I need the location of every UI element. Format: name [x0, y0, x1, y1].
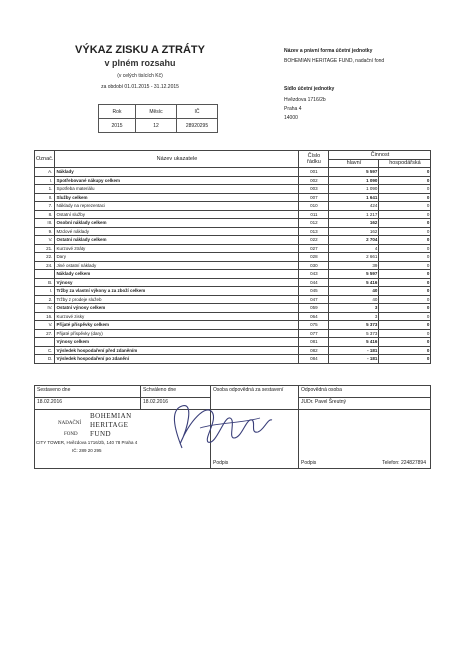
row-label: Ostatní služby: [55, 210, 299, 219]
table-row: [35, 168, 431, 177]
row-main-value: 39: [329, 261, 379, 270]
row-number: 084: [299, 355, 329, 364]
row-hosp-value: 0: [379, 312, 431, 321]
entity-street: Hvězdova 1716/2b: [284, 97, 326, 103]
row-mark: 1.: [35, 185, 55, 194]
table-row: [35, 329, 431, 338]
entity-name-value: BOHEMIAN HERITAGE FUND, nadační fond: [284, 58, 385, 64]
row-main-value: 5 416: [329, 278, 379, 287]
row-mark: B.: [35, 278, 55, 287]
table-row: [35, 253, 431, 262]
table-row: [35, 321, 431, 330]
responsible-name: JUDr. Pavel Šreutný: [299, 398, 431, 410]
stamp-line3: FUND: [90, 430, 112, 438]
row-label: Náklady: [55, 168, 299, 177]
row-number: 075: [299, 321, 329, 330]
row-mark: 21.: [35, 244, 55, 253]
handwritten-signature: [160, 398, 280, 458]
row-label: Náklady na reprezentaci: [55, 202, 299, 211]
report-title: VÝKAZ ZISKU A ZTRÁTY: [75, 44, 205, 56]
row-number: 003: [299, 185, 329, 194]
row-mark: V.: [35, 321, 55, 330]
row-hosp-value: 0: [379, 210, 431, 219]
row-mark: 16.: [35, 312, 55, 321]
row-hosp-value: 0: [379, 329, 431, 338]
row-main-value: 1 641: [329, 193, 379, 202]
row-label: Jiné ostatní náklady: [55, 261, 299, 270]
row-hosp-value: 0: [379, 244, 431, 253]
row-main-value: 40: [329, 287, 379, 296]
row-main-value: 2 704: [329, 236, 379, 245]
table-row: [35, 287, 431, 296]
row-label: Výnosy: [55, 278, 299, 287]
row-number: 081: [299, 338, 329, 347]
stamp-line2: HERITAGE: [90, 421, 129, 429]
col-nazev: Název ukazatele: [55, 151, 299, 168]
row-mark: V.: [35, 236, 55, 245]
income-statement-table: [34, 150, 431, 364]
row-hosp-value: 0: [379, 185, 431, 194]
row-label: Kurzové ztráty: [55, 244, 299, 253]
row-mark: I.: [35, 176, 55, 185]
phone: Telefon: 224827894: [382, 460, 426, 466]
row-label: Tržby z prodeje služeb: [55, 295, 299, 304]
row-number: 064: [299, 312, 329, 321]
approved-date: 18.02.2016: [141, 398, 211, 410]
row-number: 027: [299, 244, 329, 253]
row-label: Výsledek hospodaření po zdanění: [55, 355, 299, 364]
row-main-value: 1 090: [329, 176, 379, 185]
table-row: [35, 338, 431, 347]
row-main-value: - 181: [329, 355, 379, 364]
units-note: (v celých tisících Kč): [117, 73, 163, 79]
row-mark: I.: [35, 287, 55, 296]
table-row: [35, 346, 431, 355]
table-row: [35, 193, 431, 202]
row-main-value: 424: [329, 202, 379, 211]
compiled-label: Sestaveno dne: [35, 386, 141, 398]
row-hosp-value: 0: [379, 193, 431, 202]
row-main-value: 2 661: [329, 253, 379, 262]
row-main-value: 5 373: [329, 329, 379, 338]
entity-seat-label: Sídlo účetní jednotky: [284, 86, 335, 92]
row-hosp-value: 0: [379, 176, 431, 185]
row-main-value: 40: [329, 295, 379, 304]
row-hosp-value: 0: [379, 287, 431, 296]
row-label: Ostatní výnosy celkem: [55, 304, 299, 313]
row-label: Spotřebované nákupy celkem: [55, 176, 299, 185]
stamp-nadacni: NADAČNÍ: [58, 421, 82, 426]
row-number: 013: [299, 227, 329, 236]
row-label: Náklady celkem: [55, 270, 299, 279]
row-main-value: 162: [329, 227, 379, 236]
row-hosp-value: 0: [379, 278, 431, 287]
row-main-value: 4: [329, 244, 379, 253]
table-row: [35, 295, 431, 304]
row-mark: 7.: [35, 202, 55, 211]
stamp-line1: BOHEMIAN: [90, 412, 132, 420]
row-hosp-value: 0: [379, 321, 431, 330]
table-row: [35, 210, 431, 219]
row-hosp-value: 0: [379, 219, 431, 228]
row-mark: D.: [35, 355, 55, 364]
row-main-value: 5 597: [329, 270, 379, 279]
table-row: [35, 278, 431, 287]
row-main-value: 5 416: [329, 338, 379, 347]
col-cinnost: Činnost: [329, 151, 431, 160]
row-mark: 27.: [35, 329, 55, 338]
table-row: [35, 227, 431, 236]
row-mark: IV.: [35, 304, 55, 313]
stamp-address: CITY TOWER, Hvězdova 1716/2b, 140 78 Praha 4: [36, 440, 138, 445]
row-label: Ostatní náklady celkem: [55, 236, 299, 245]
col-cislo: Číslo řádku: [299, 151, 329, 168]
entity-name-label: Název a právní forma účetní jednotky: [284, 48, 373, 54]
row-number: 001: [299, 168, 329, 177]
responsible-label: Odpovědná osoba: [299, 386, 431, 398]
signature-label-2: Podpis: [301, 460, 317, 466]
row-number: 028: [299, 253, 329, 262]
report-subtitle: v plném rozsahu: [104, 58, 176, 68]
entity-zip: 14000: [284, 115, 298, 121]
row-number: 012: [299, 219, 329, 228]
row-hosp-value: 0: [379, 338, 431, 347]
col-oznac: Označ.: [35, 151, 55, 168]
row-mark: 2.: [35, 295, 55, 304]
row-hosp-value: 0: [379, 168, 431, 177]
row-hosp-value: 0: [379, 270, 431, 279]
row-label: Přijaté příspěvky (dary): [55, 329, 299, 338]
table-row: [35, 312, 431, 321]
row-number: 002: [299, 176, 329, 185]
row-label: Dary: [55, 253, 299, 262]
table-row: [35, 270, 431, 279]
table-row: [35, 219, 431, 228]
row-mark: 24.: [35, 261, 55, 270]
row-main-value: 5 597: [329, 168, 379, 177]
row-main-value: 1 090: [329, 185, 379, 194]
row-mark: [35, 270, 55, 279]
month-value: 12: [136, 119, 177, 133]
row-main-value: - 181: [329, 346, 379, 355]
row-main-value: 5 373: [329, 321, 379, 330]
id-table: [98, 104, 218, 133]
row-mark: A.: [35, 168, 55, 177]
row-hosp-value: 0: [379, 295, 431, 304]
month-header: Měsíc: [136, 105, 177, 119]
row-hosp-value: 0: [379, 236, 431, 245]
row-main-value: 1 217: [329, 210, 379, 219]
signature-cell-2: [299, 410, 431, 469]
row-number: 044: [299, 278, 329, 287]
row-number: 007: [299, 193, 329, 202]
row-label: Kurzové zisky: [55, 312, 299, 321]
row-hosp-value: 0: [379, 355, 431, 364]
year-value: 2015: [99, 119, 136, 133]
col-hlavni: hlavní: [329, 159, 379, 168]
stamp-ic: IČ: 289 20 295: [72, 448, 102, 453]
ic-header: IČ: [177, 105, 218, 119]
row-label: Mzdové náklady: [55, 227, 299, 236]
row-mark: [35, 338, 55, 347]
row-hosp-value: 0: [379, 227, 431, 236]
row-mark: C.: [35, 346, 55, 355]
row-mark: III.: [35, 219, 55, 228]
row-label: Osobní náklady celkem: [55, 219, 299, 228]
table-row: [35, 244, 431, 253]
row-hosp-value: 0: [379, 346, 431, 355]
row-number: 030: [299, 261, 329, 270]
table-row: [35, 185, 431, 194]
row-label: Výsledek hospodaření před zdaněním: [55, 346, 299, 355]
row-hosp-value: 0: [379, 202, 431, 211]
row-mark: 22.: [35, 253, 55, 262]
row-main-value: 3: [329, 312, 379, 321]
stamp-fond: FOND: [64, 432, 78, 437]
table-row: [35, 304, 431, 313]
table-row: [35, 355, 431, 364]
row-label: Tržby za vlastní výkony a za zboží celkem: [55, 287, 299, 296]
row-hosp-value: 0: [379, 253, 431, 262]
row-number: 011: [299, 210, 329, 219]
row-number: 010: [299, 202, 329, 211]
row-main-value: 162: [329, 219, 379, 228]
row-mark: 8.: [35, 210, 55, 219]
row-number: 047: [299, 295, 329, 304]
row-mark: 9.: [35, 227, 55, 236]
col-hosp: hospodářská: [379, 159, 431, 168]
approved-label: Schváleno dne: [141, 386, 211, 398]
ic-value: 28920295: [177, 119, 218, 133]
row-hosp-value: 0: [379, 304, 431, 313]
row-number: 077: [299, 329, 329, 338]
row-number: 045: [299, 287, 329, 296]
row-number: 059: [299, 304, 329, 313]
year-header: Rok: [99, 105, 136, 119]
row-number: 043: [299, 270, 329, 279]
row-label: Služby celkem: [55, 193, 299, 202]
table-row: [35, 236, 431, 245]
row-label: Přijaté příspěvky celkem: [55, 321, 299, 330]
row-number: 082: [299, 346, 329, 355]
row-label: Spotřeba materiálu: [55, 185, 299, 194]
table-row: [35, 261, 431, 270]
row-mark: II.: [35, 193, 55, 202]
table-row: [35, 176, 431, 185]
entity-city: Praha 4: [284, 106, 302, 112]
row-number: 022: [299, 236, 329, 245]
row-hosp-value: 0: [379, 261, 431, 270]
preparer-label: Osoba odpovědná za sestavení: [211, 386, 299, 410]
compiled-date: 18.02.2016: [35, 398, 141, 410]
signature-label-1: Podpis: [213, 460, 229, 466]
period: za období 01.01.2015 - 31.12.2015: [101, 84, 179, 90]
table-row: [35, 202, 431, 211]
row-main-value: 3: [329, 304, 379, 313]
row-label: Výnosy celkem: [55, 338, 299, 347]
